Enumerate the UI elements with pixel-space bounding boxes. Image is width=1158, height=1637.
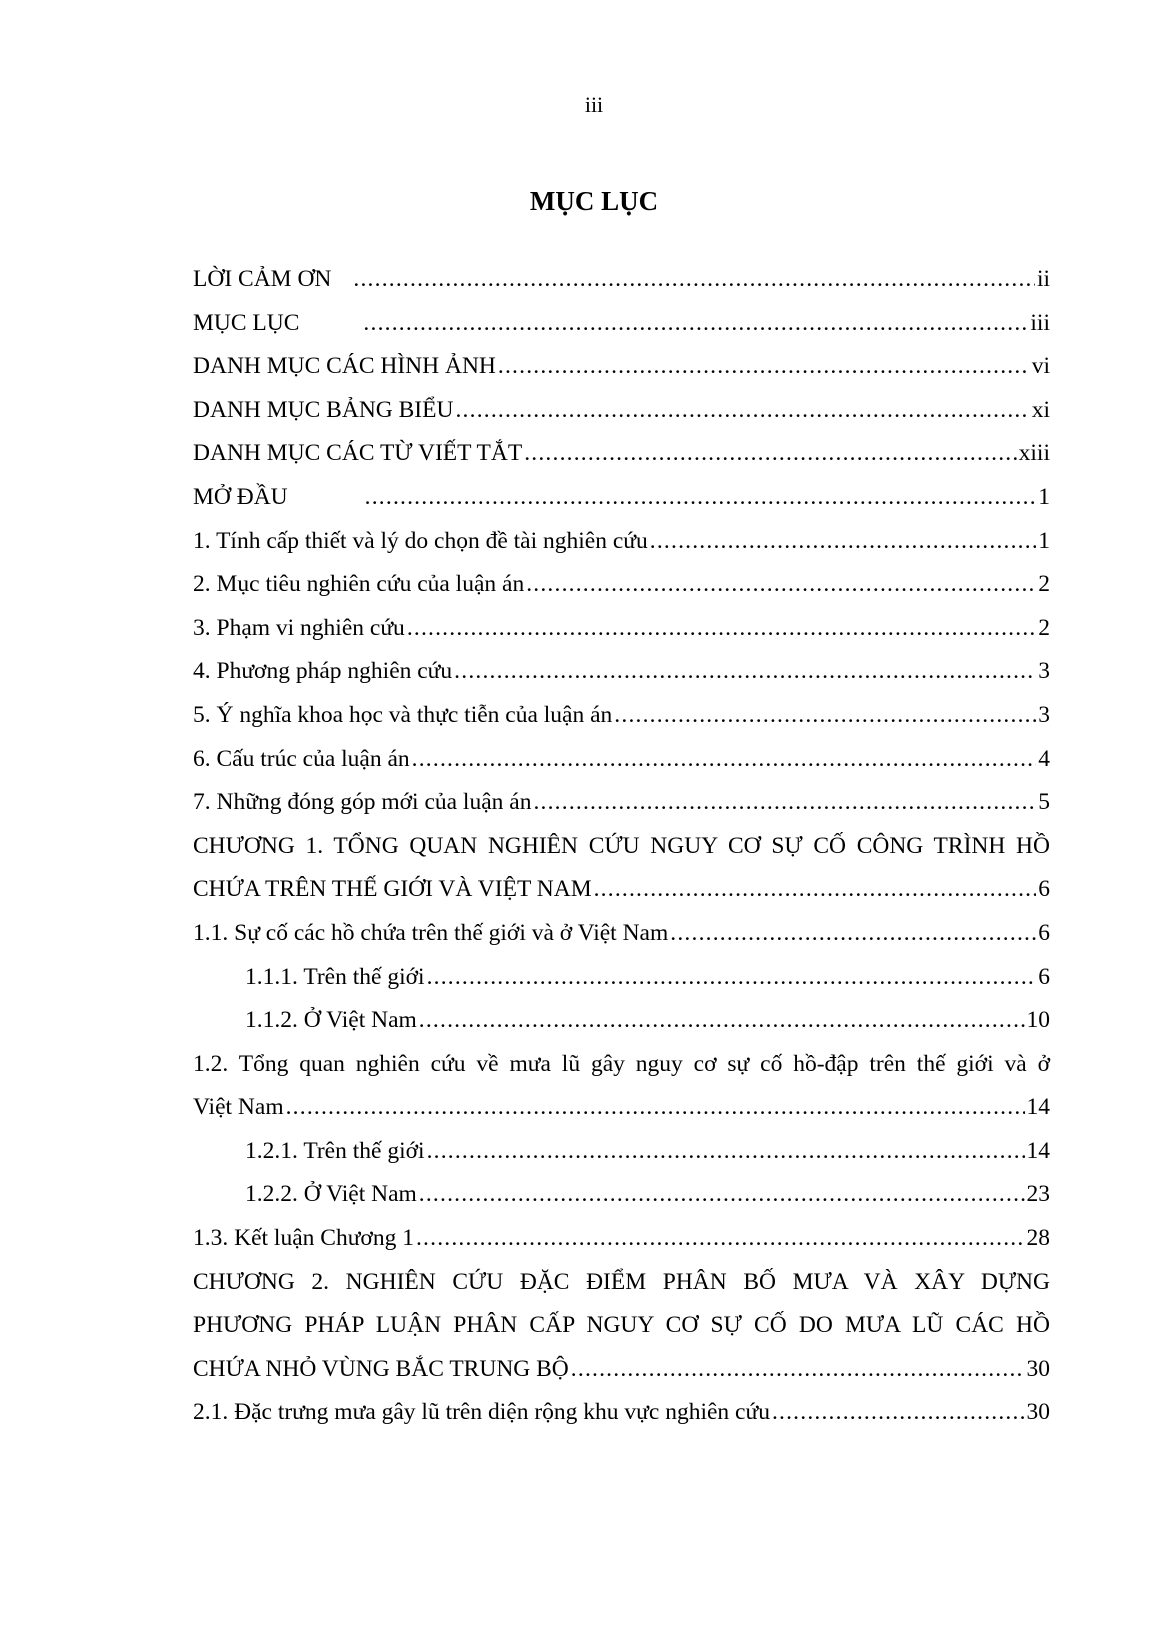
toc-entry-page: 2 [1038,614,1050,641]
toc-dot-leader [571,1352,1025,1386]
toc-entry-label: 3. Phạm vi nghiên cứu [193,614,405,641]
toc-dot-leader [286,1090,1025,1124]
toc-entry-page: 23 [1026,1181,1050,1208]
toc-entry [193,1090,1050,1134]
toc-entry-page: xi [1031,396,1050,423]
toc-entry-page: 6 [1038,876,1050,903]
toc-entry-label: CHỨA NHỎ VÙNG BẮC TRUNG BỘ [193,1355,569,1382]
toc-entry [193,436,1050,480]
toc-dot-leader [416,1221,1025,1255]
toc-dot-leader [524,436,1016,470]
toc-dot-leader [412,742,1037,776]
toc-entry [193,785,1050,829]
toc-dot-leader [454,654,1036,688]
toc-entry-label: MỤC LỤC [193,309,300,336]
toc-entry-label: 1.1. Sự cố các hồ chứa trên thế giới và ở Việt Nam [193,919,669,946]
toc-entry-label: 1.1.2. Ở Việt Nam [245,1007,417,1034]
toc-entry [193,960,1050,1004]
toc-entry-page: 1 [1038,527,1050,554]
toc-entry-label: 4. Phương pháp nghiên cứu [193,658,453,685]
toc-entry-page: 5 [1038,789,1050,816]
toc-entry [193,524,1050,568]
toc-entry-page: 3 [1038,658,1050,685]
toc-entry-page: 30 [1026,1355,1050,1382]
toc-dot-leader [363,306,1028,340]
toc-entry-label: 1.1.1. Trên thế giới [245,963,425,990]
toc-entry-label: 2.1. Đặc trưng mưa gây lũ trên diện rộng khu vực nghiên cứu [193,1399,770,1426]
toc-entry-page: 1 [1038,483,1050,510]
toc-entry-label: CHỨA TRÊN THẾ GIỚI VÀ VIỆT NAM [193,876,592,903]
toc-entry-label: MỞ ĐẦU [193,483,288,510]
toc-entry-page: iii [1030,309,1050,336]
toc-entry [193,567,1050,611]
toc-dot-leader [427,1134,1025,1168]
toc-entry: PHƯƠNG PHÁP LUẬN PHÂN CẤP NGUY CƠ SỰ CỐ DO MƯA LŨ CÁC HỒ [193,1312,1050,1339]
table-of-contents [193,262,1050,1439]
toc-dot-leader [533,785,1036,819]
toc-entry [193,262,1050,306]
toc-entry-page: 28 [1026,1225,1050,1252]
toc-entry [193,698,1050,742]
toc-entry-label: 5. Ý nghĩa khoa học và thực tiễn của luận án [193,701,613,728]
toc-entry-page: ii [1036,266,1050,292]
toc-dot-leader [365,480,1037,514]
toc-dot-leader [670,916,1036,950]
toc-entry-label: 1.2.1. Trên thế giới [245,1137,425,1164]
toc-entry-label: DANH MỤC CÁC TỪ VIẾT TẮT [193,440,523,467]
toc-entry-page: 10 [1026,1007,1050,1034]
toc-entry [193,611,1050,655]
toc-entry-page: 3 [1038,701,1050,728]
toc-dot-leader [614,698,1036,732]
toc-entry [193,1352,1050,1396]
toc-entry-label: 2. Mục tiêu nghiên cứu của luận án [193,571,525,598]
toc-dot-leader [455,393,1029,427]
toc-entry-label: 1.3. Kết luận Chương 1 [193,1225,414,1252]
toc-dot-leader [353,262,1035,296]
toc-entry [193,306,1050,350]
toc-entry: CHƯƠNG 2. NGHIÊN CỨU ĐẶC ĐIỂM PHÂN BỐ MƯA VÀ XÂY DỰNG [193,1268,1050,1295]
toc-entry [193,1134,1050,1178]
toc-entry [193,349,1050,393]
toc-entry-label: DANH MỤC BẢNG BIỂU [193,396,454,423]
toc-entry-page: 14 [1026,1137,1050,1164]
toc-entry-label: DANH MỤC CÁC HÌNH ẢNH [193,353,496,380]
toc-entry-label: 1. Tính cấp thiết và lý do chọn đề tài nghiên cứu [193,527,648,554]
toc-dot-leader [650,524,1036,558]
toc-entry [193,872,1050,916]
toc-dot-leader [407,611,1036,645]
page-number: iii [584,92,604,117]
toc-dot-leader [419,1003,1025,1037]
toc-entry-page: vi [1031,353,1050,380]
toc-entry: 1.2. Tổng quan nghiên cứu về mưa lũ gây nguy cơ sự cố hồ-đập trên thế giới và ở [193,1050,1050,1077]
toc-dot-leader [772,1395,1025,1429]
toc-entry [193,393,1050,437]
toc-entry [193,742,1050,786]
toc-dot-leader [526,567,1036,601]
toc-entry-page: 2 [1038,571,1050,598]
toc-entry-label: LỜI CẢM ƠN [193,266,332,292]
toc-dot-leader [594,872,1037,906]
toc-entry-page: 14 [1026,1094,1050,1121]
toc-entry-label: 1.2.2. Ở Việt Nam [245,1181,417,1208]
toc-entry: CHƯƠNG 1. TỔNG QUAN NGHIÊN CỨU NGUY CƠ SỰ CỐ CÔNG TRÌNH HỒ [193,832,1050,859]
toc-entry [193,1221,1050,1265]
toc-entry [193,1177,1050,1221]
toc-entry [193,1395,1050,1439]
toc-entry [193,1003,1050,1047]
toc-entry-page: xiii [1018,440,1050,467]
toc-entry-label: 7. Những đóng góp mới của luận án [193,789,532,816]
toc-entry-page: 6 [1038,963,1050,990]
toc-dot-leader [427,960,1037,994]
toc-entry-label: 6. Cấu trúc của luận án [193,745,410,772]
toc-entry-page: 30 [1026,1399,1050,1426]
toc-entry-page: 6 [1038,919,1050,946]
toc-entry [193,654,1050,698]
toc-entry-page: 4 [1038,745,1050,772]
toc-dot-leader [419,1177,1025,1211]
toc-entry [193,480,1050,524]
toc-entry-label: Việt Nam [193,1094,284,1121]
toc-dot-leader [498,349,1030,383]
toc-entry [193,916,1050,960]
document-title: MỤC LỤC [529,186,659,216]
